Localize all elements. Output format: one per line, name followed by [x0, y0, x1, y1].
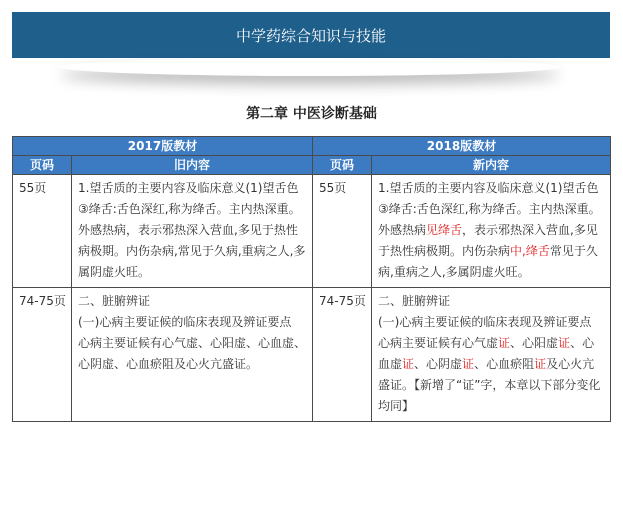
column-header-row [13, 156, 611, 175]
changed-text: 证 [462, 357, 475, 371]
changed-text: 见绛舌 [426, 223, 463, 237]
page-banner [12, 12, 610, 58]
new-content-line: 1.望舌质的主要内容及临床意义(1)望舌色 [378, 181, 599, 195]
new-content-cell [372, 288, 611, 422]
col-old-content-header: 旧内容 [72, 156, 313, 175]
changed-text: 证 [534, 357, 547, 371]
changed-text: 证 [498, 336, 511, 350]
table-row [13, 288, 611, 422]
edition-2017-header: 2017版教材 [13, 137, 313, 156]
col-new-content-header: 新内容 [372, 156, 611, 175]
comparison-table [12, 136, 611, 422]
old-content-cell [72, 288, 313, 422]
old-content-line: (一)心病主要证候的临床表现及辨证要点 [78, 315, 292, 329]
old-content-line: 二、脏腑辨证 [78, 294, 151, 308]
chapter-title: 第二章 中医诊断基础 [246, 106, 377, 122]
page-new-cell: 55页 [313, 175, 372, 288]
new-content-cell [372, 175, 611, 288]
page-old-cell: 74-75页 [13, 288, 72, 422]
banner-title: 中学药综合知识与技能 [235, 26, 386, 45]
page-old-cell: 55页 [13, 175, 72, 288]
banner-shadow [60, 58, 560, 76]
old-content-line: ③绛舌:舌色深红,称为绛舌。主内热深重。外感热病，表示邪热深入营血,多见于热性病极期。内伤杂病,常见于久病,重病之人,多属阴虚火旺。 [78, 202, 306, 279]
edition-2018-header: 2018版教材 [313, 137, 611, 156]
old-content-line: 心病主要证候有心气虚、心阳虚、心血虚、心阴虚、心血瘀阻及心火亢盛证。 [78, 336, 307, 371]
new-content-line: 心病主要证候有心气虚证、心阳虚证、心血虚证、心阴虚证、心血瘀阻证及心火亢盛证。【新增了“证”字，本章以下部分变化均同】 [378, 336, 601, 413]
col-page-old-header: 页码 [13, 156, 72, 175]
new-content-line: (一)心病主要证候的临床表现及辨证要点 [378, 315, 592, 329]
old-content-line: 1.望舌质的主要内容及临床意义(1)望舌色 [78, 181, 299, 195]
new-content-line: 二、脏腑辨证 [378, 294, 451, 308]
table-row [13, 175, 611, 288]
changed-text: 证 [558, 336, 571, 350]
col-page-new-header: 页码 [313, 156, 372, 175]
changed-text: 中,绛舌 [510, 244, 550, 258]
changed-text: 证 [402, 357, 415, 371]
new-content-line: ③绛舌:舌色深红,称为绛舌。主内热深重。外感热病见绛舌，表示邪热深入营血,多见于热性病极期。内伤杂病中,绛舌常见于久病,重病之人,多属阴虚火旺。 [378, 202, 601, 279]
page-new-cell: 74-75页 [313, 288, 372, 422]
edition-header-row [13, 137, 611, 156]
old-content-cell [72, 175, 313, 288]
